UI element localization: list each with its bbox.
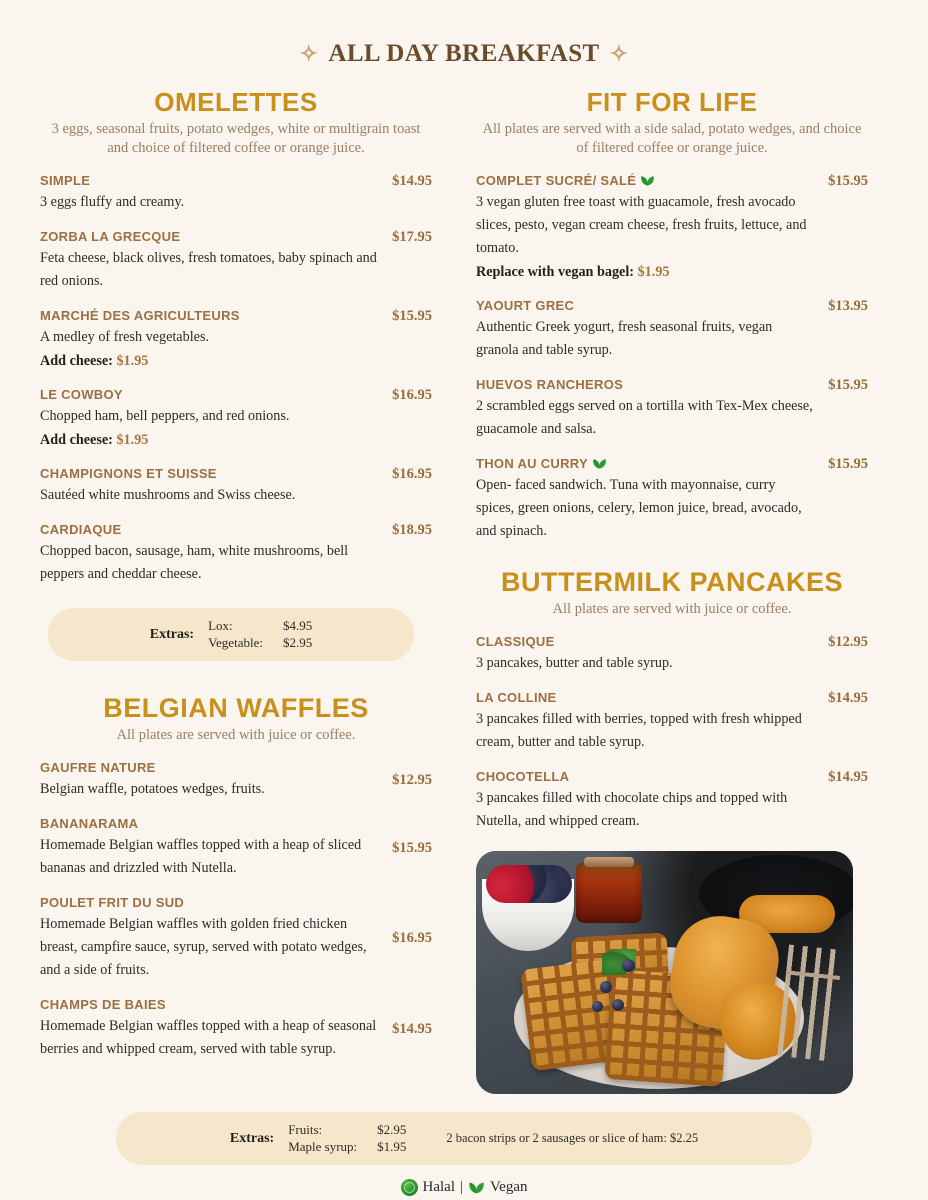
menu-item-body bbox=[40, 173, 380, 214]
masthead bbox=[40, 0, 888, 68]
vegan-leaf-icon bbox=[468, 1180, 485, 1195]
menu-item-name: BANANARAMA bbox=[40, 816, 139, 832]
menu-item-body bbox=[476, 690, 816, 754]
menu-item-addon bbox=[40, 429, 380, 451]
section-subtitle-belgian-waffles: All plates are served with juice or coffee. bbox=[116, 727, 356, 744]
section-subtitle-buttermilk-pancakes: All plates are served with juice or coffee. bbox=[552, 601, 792, 618]
section-title-buttermilk-pancakes: BUTTERMILK PANCAKES bbox=[501, 567, 843, 598]
menu-item[interactable] bbox=[476, 298, 868, 362]
menu-item-name-text: THON AU CURRY bbox=[476, 456, 588, 472]
left-column bbox=[40, 88, 432, 1094]
menu-item-description: Chopped ham, bell peppers, and red onions. bbox=[40, 408, 290, 425]
menu-item[interactable] bbox=[476, 634, 868, 675]
menu-item-description: Feta cheese, black olives, fresh tomatoes, baby spinach and red onions. bbox=[40, 250, 377, 290]
sparkle-left-icon: ✧ bbox=[299, 41, 319, 66]
menu-item-description: 3 pancakes, butter and table syrup. bbox=[476, 655, 673, 672]
extras-row-price: $2.95 bbox=[282, 635, 313, 651]
menu-item[interactable] bbox=[40, 173, 432, 214]
menu-item-price: $15.95 bbox=[392, 308, 432, 325]
extras-row-name: Maple syrup: bbox=[288, 1139, 358, 1155]
menu-item-description: Chopped bacon, sausage, ham, white mushrooms, bell peppers and cheddar cheese. bbox=[40, 543, 349, 583]
menu-item-name: YAOURT GREC bbox=[476, 298, 575, 314]
legend-vegan-label: Vegan bbox=[490, 1179, 528, 1196]
menu-item-price: $14.95 bbox=[392, 1020, 432, 1037]
right-column bbox=[476, 88, 868, 1094]
extras-label: Extras: bbox=[149, 626, 195, 642]
omelettes-item-list bbox=[40, 173, 432, 586]
section-title-belgian-waffles: BELGIAN WAFFLES bbox=[103, 693, 369, 724]
menu-item[interactable] bbox=[40, 522, 432, 586]
section-title-fit-for-life: FIT FOR LIFE bbox=[586, 87, 758, 117]
menu-item-body bbox=[476, 769, 816, 833]
menu-item[interactable] bbox=[40, 229, 432, 293]
menu-item-price: $12.95 bbox=[392, 772, 432, 789]
menu-item-body bbox=[40, 760, 380, 801]
menu-item[interactable] bbox=[476, 377, 868, 441]
menu-item[interactable] bbox=[40, 816, 432, 880]
addon-label: Replace with vegan bagel: bbox=[476, 264, 635, 281]
menu-item-price: $12.95 bbox=[828, 634, 868, 651]
menu-item-name: CHAMPS DE BAIES bbox=[40, 997, 166, 1013]
menu-item-description: 2 scrambled eggs served on a tortilla with Tex-Mex cheese, guacamole and salsa. bbox=[476, 398, 813, 438]
extras-row-name: Fruits: bbox=[288, 1122, 323, 1138]
sparkle-right-icon: ✧ bbox=[609, 41, 629, 66]
menu-item-description: 3 pancakes filled with berries, topped with fresh whipped cream, butter and table syrup. bbox=[476, 711, 802, 751]
addon-price: $1.95 bbox=[637, 264, 670, 281]
menu-item-name: ZORBA LA GRECQUE bbox=[40, 229, 181, 245]
menu-item-price: $17.95 bbox=[392, 229, 432, 246]
photo-syrup-jar bbox=[576, 863, 642, 923]
menu-item-name: CHAMPIGNONS ET SUISSE bbox=[40, 466, 217, 482]
menu-item-name: POULET FRIT DU SUD bbox=[40, 895, 185, 911]
menu-item-price: $18.95 bbox=[392, 522, 432, 539]
legend-halal-label: Halal bbox=[422, 1179, 455, 1196]
menu-item-name-text: COMPLET SUCRÉ/ SALÉ bbox=[476, 173, 637, 189]
menu-item-description: Sautéed white mushrooms and Swiss cheese. bbox=[40, 487, 296, 504]
buttermilk-pancakes-item-list bbox=[476, 634, 868, 833]
menu-item-body bbox=[476, 377, 816, 441]
menu-item-name: LA COLLINE bbox=[476, 690, 557, 706]
menu-item-name: CHOCOTELLA bbox=[476, 769, 570, 785]
menu-item-body bbox=[40, 308, 380, 372]
extras-row-price: $4.95 bbox=[282, 618, 313, 634]
menu-item[interactable] bbox=[476, 769, 868, 833]
section-buttermilk-pancakes-header bbox=[476, 567, 868, 619]
menu-item-body bbox=[40, 997, 380, 1061]
vegan-leaf-icon bbox=[592, 457, 607, 470]
extras-row-price: $2.95 bbox=[377, 1122, 407, 1138]
menu-item-description: Belgian waffle, potatoes wedges, fruits. bbox=[40, 781, 265, 798]
menu-item-price: $14.95 bbox=[392, 173, 432, 190]
menu-item-price: $15.95 bbox=[828, 456, 868, 473]
chicken-and-waffles-photo bbox=[476, 851, 853, 1094]
menu-item-body bbox=[40, 816, 380, 880]
menu-item[interactable] bbox=[40, 760, 432, 801]
menu-item-name: LE COWBOY bbox=[40, 387, 123, 403]
menu-item-price: $16.95 bbox=[392, 387, 432, 404]
menu-item-name: SIMPLE bbox=[40, 173, 91, 189]
extras-rows bbox=[288, 1122, 406, 1155]
fit-for-life-item-list bbox=[476, 173, 868, 543]
menu-item-addon bbox=[40, 350, 380, 372]
menu-item-name bbox=[476, 173, 816, 188]
menu-item-description: A medley of fresh vegetables. bbox=[40, 329, 210, 346]
menu-item-price: $16.95 bbox=[392, 466, 432, 483]
menu-columns bbox=[40, 88, 888, 1094]
addon-price: $1.95 bbox=[116, 432, 149, 449]
menu-item-name: CARDIAQUE bbox=[40, 522, 122, 538]
menu-item-name: HUEVOS RANCHEROS bbox=[476, 377, 624, 393]
section-belgian-waffles-header bbox=[40, 693, 432, 745]
extras-row-name: Vegetable: bbox=[208, 635, 263, 651]
section-subtitle-fit-for-life: All plates are served with a side salad, potato wedges, and choice of filtered coffee or orange juice. bbox=[482, 120, 862, 157]
menu-item-body bbox=[40, 895, 380, 982]
menu-item-description: Homemade Belgian waffles with golden fried chicken breast, campfire sauce, syrup, served with potato wedges, and a side of fruits. bbox=[40, 916, 367, 979]
section-fit-for-life-header bbox=[476, 88, 868, 158]
menu-item-body bbox=[476, 634, 816, 675]
menu-item-price: $15.95 bbox=[828, 377, 868, 394]
extras-rows bbox=[208, 618, 312, 651]
page-title-text: ALL DAY BREAKFAST bbox=[328, 40, 600, 67]
menu-item-body bbox=[40, 229, 380, 293]
menu-item-body bbox=[40, 522, 380, 586]
menu-item[interactable] bbox=[40, 895, 432, 982]
menu-item-description: 3 pancakes filled with chocolate chips and topped with Nutella, and whipped cream. bbox=[476, 790, 788, 830]
menu-item[interactable] bbox=[40, 308, 432, 372]
section-title-omelettes: OMELETTES bbox=[154, 87, 318, 117]
legend bbox=[40, 1179, 888, 1196]
section-omelettes-header bbox=[40, 88, 432, 158]
extras-label: Extras: bbox=[229, 1130, 275, 1146]
addon-label: Add cheese: bbox=[40, 432, 113, 449]
menu-item[interactable] bbox=[476, 173, 868, 283]
addon-label: Add cheese: bbox=[40, 353, 113, 370]
vegan-leaf-icon bbox=[640, 174, 655, 187]
page-title bbox=[300, 40, 629, 68]
menu-item[interactable] bbox=[476, 456, 868, 543]
extras-row-name: Lox: bbox=[208, 618, 233, 634]
menu-item-description: Authentic Greek yogurt, fresh seasonal fruits, vegan granola and table syrup. bbox=[476, 319, 773, 359]
photo-berries bbox=[486, 865, 572, 903]
menu-item-body bbox=[476, 173, 816, 283]
menu-item-description: 3 vegan gluten free toast with guacamole, fresh avocado slices, pesto, vegan cream cheese, fresh fruits, lettuce, and tomato. bbox=[476, 194, 807, 257]
menu-item-description: Homemade Belgian waffles topped with a heap of seasonal berries and whipped cream, served with table syrup. bbox=[40, 1018, 377, 1058]
bottom-extras-box bbox=[116, 1112, 812, 1165]
belgian-waffles-item-list bbox=[40, 760, 432, 1061]
menu-item-price: $15.95 bbox=[392, 839, 432, 856]
menu-item-price: $15.95 bbox=[828, 173, 868, 190]
menu-item[interactable] bbox=[40, 466, 432, 507]
menu-item-name bbox=[476, 456, 816, 471]
menu-item-description: Open- faced sandwich. Tuna with mayonnaise, curry spices, green onions, celery, lemon juice, bread, avocado, and spinach. bbox=[476, 477, 802, 540]
menu-item[interactable] bbox=[476, 690, 868, 754]
section-subtitle-omelettes: 3 eggs, seasonal fruits, potato wedges, white or multigrain toast and choice of filtered coffee or orange juice. bbox=[51, 120, 421, 157]
menu-item-body bbox=[40, 466, 380, 507]
menu-item-name: MARCHÉ DES AGRICULTEURS bbox=[40, 308, 240, 324]
menu-item-name: CLASSIQUE bbox=[476, 634, 555, 650]
menu-item-description: 3 eggs fluffy and creamy. bbox=[40, 194, 185, 211]
menu-item-addon bbox=[476, 261, 816, 283]
menu-item-body bbox=[40, 387, 380, 451]
menu-item[interactable] bbox=[40, 387, 432, 451]
legend-separator: | bbox=[459, 1179, 463, 1196]
extras-note: 2 bacon strips or 2 sausages or slice of ham: $2.25 bbox=[446, 1131, 699, 1146]
extras-row-price: $1.95 bbox=[377, 1139, 407, 1155]
menu-item-body bbox=[476, 298, 816, 362]
menu-item-body bbox=[476, 456, 816, 543]
menu-item-description: Homemade Belgian waffles topped with a heap of sliced bananas and drizzled with Nutella. bbox=[40, 837, 362, 877]
omelettes-extras-box bbox=[48, 608, 414, 661]
halal-icon bbox=[401, 1179, 418, 1196]
addon-price: $1.95 bbox=[116, 353, 149, 370]
menu-item-price: $14.95 bbox=[828, 690, 868, 707]
menu-item-price: $14.95 bbox=[828, 769, 868, 786]
menu-item-price: $16.95 bbox=[392, 930, 432, 947]
menu-item-name: GAUFRE NATURE bbox=[40, 760, 156, 776]
menu-item[interactable] bbox=[40, 997, 432, 1061]
menu-item-price: $13.95 bbox=[828, 298, 868, 315]
